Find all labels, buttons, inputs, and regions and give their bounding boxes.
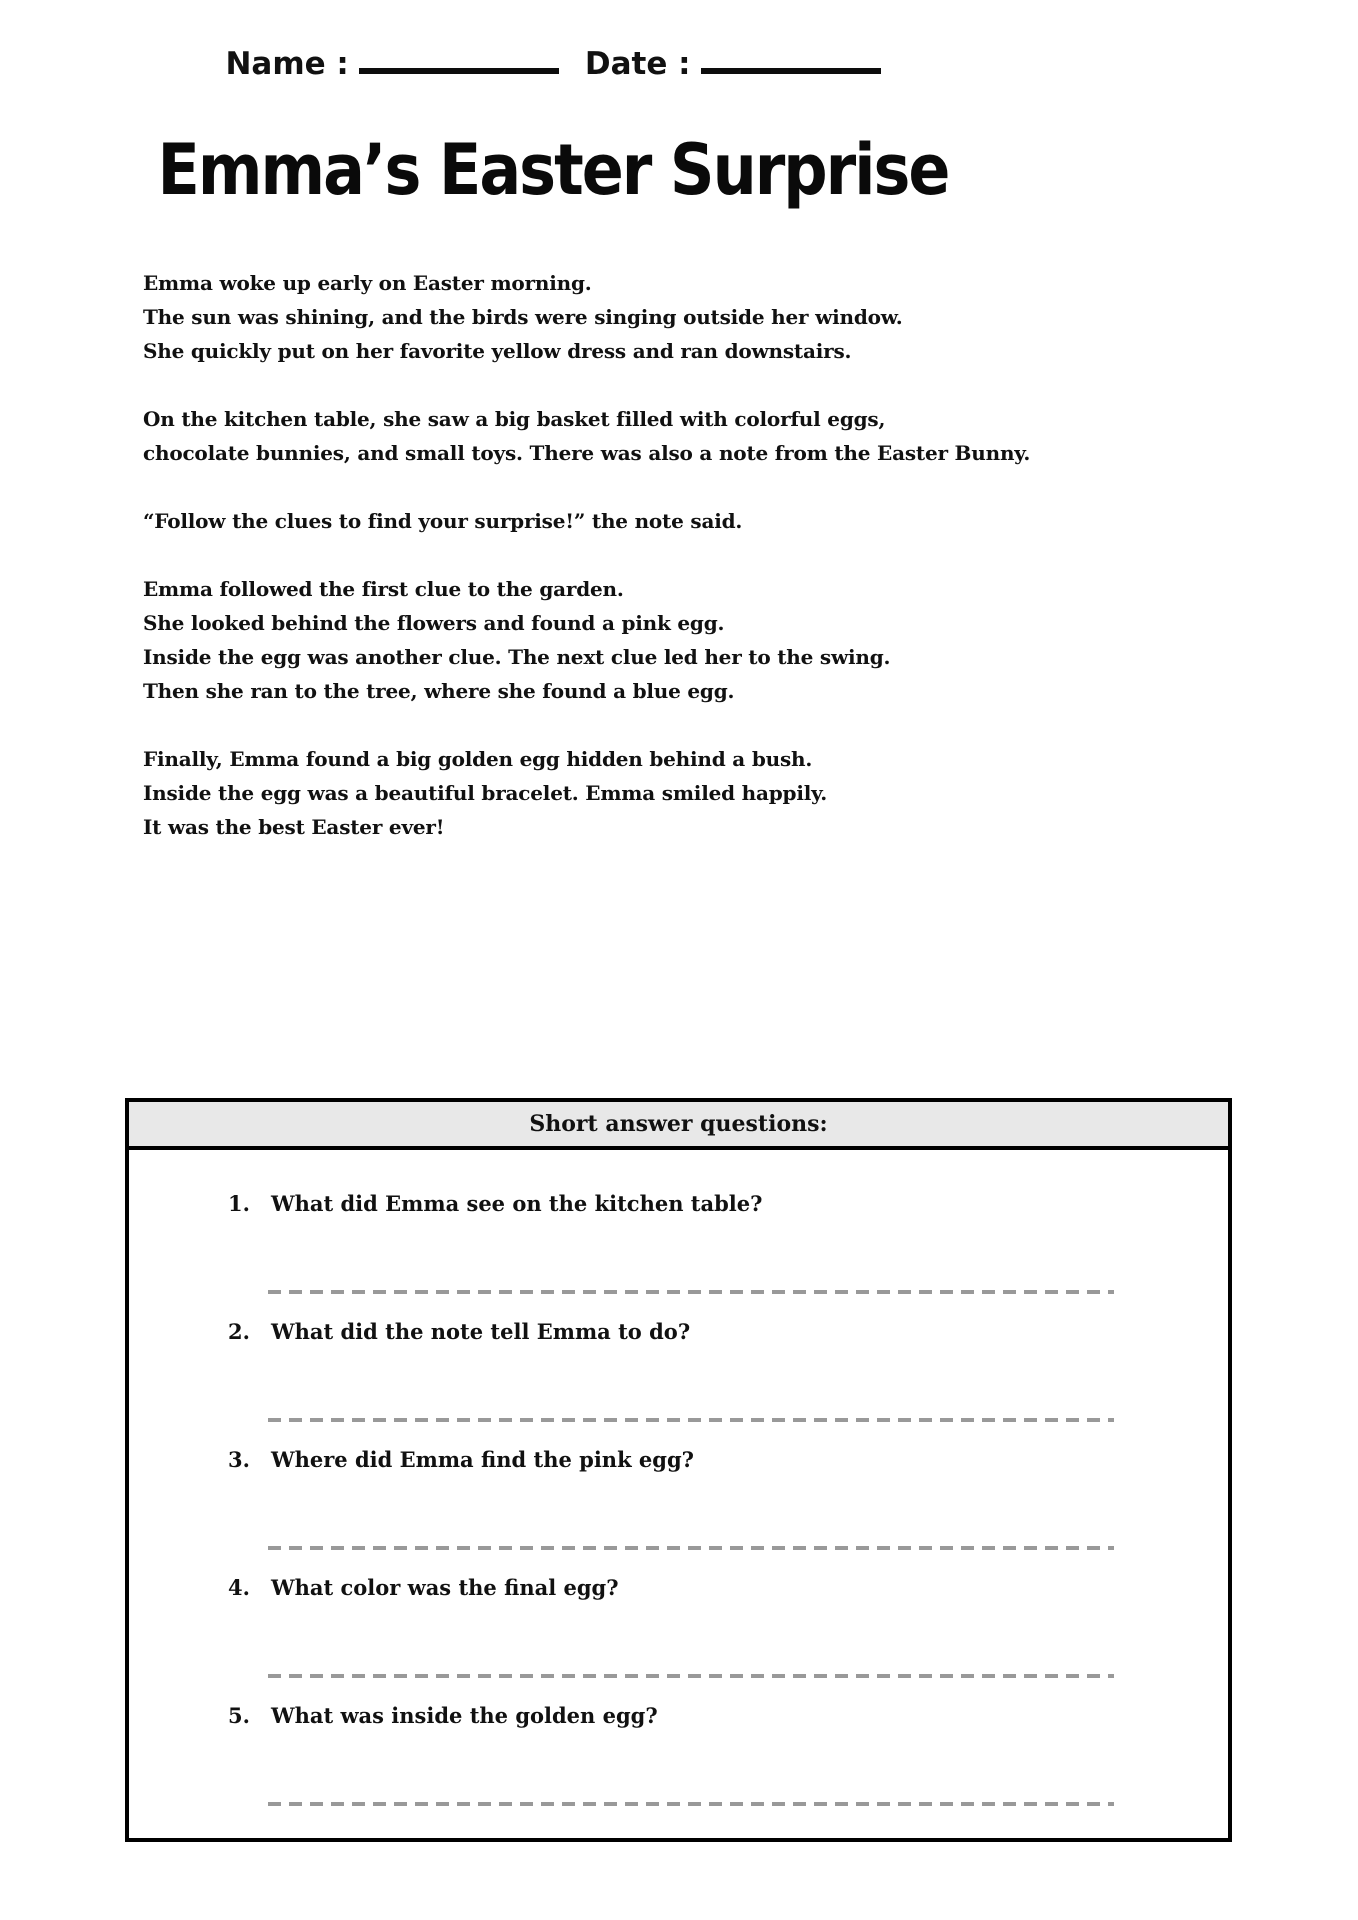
questions-box — [125, 1098, 1232, 1842]
passage-line: Inside the egg was another clue. The next clue led her to the swing. — [143, 645, 891, 669]
passage-line: Then she ran to the tree, where she found a blue egg. — [143, 679, 735, 703]
answer-line[interactable] — [268, 1802, 1114, 1806]
answer-line[interactable] — [268, 1418, 1114, 1422]
page-title: Emma’s Easter Surprise — [157, 127, 949, 212]
passage-paragraph — [143, 402, 1143, 470]
passage-line: She quickly put on her favorite yellow dress and ran downstairs. — [143, 339, 852, 363]
passage-line: Emma woke up early on Easter morning. — [143, 271, 592, 295]
question-number: 5. — [228, 1703, 250, 1728]
passage-paragraph — [143, 266, 1143, 368]
passage-line: On the kitchen table, she saw a big basket filled with colorful eggs, — [143, 407, 886, 431]
question-text: Where did Emma find the pink egg? — [271, 1447, 694, 1472]
questions-list — [129, 1150, 1228, 1830]
passage-line: Emma followed the first clue to the garden. — [143, 577, 624, 601]
question-number: 3. — [228, 1447, 250, 1472]
question-text: What did Emma see on the kitchen table? — [271, 1191, 763, 1216]
passage-line: The sun was shining, and the birds were singing outside her window. — [143, 305, 903, 329]
passage-paragraph — [143, 572, 1143, 708]
passage-line: “Follow the clues to find your surprise!” the note said. — [143, 509, 743, 533]
name-date-row — [143, 46, 963, 82]
question-text: What was inside the golden egg? — [271, 1703, 658, 1728]
name-blank-line[interactable] — [359, 46, 559, 74]
questions-box-header: Short answer questions: — [129, 1102, 1228, 1150]
passage-paragraph — [143, 742, 1143, 844]
answer-line[interactable] — [268, 1546, 1114, 1550]
question-item — [129, 1446, 1228, 1574]
question-number: 4. — [228, 1575, 250, 1600]
passage-line: It was the best Easter ever! — [143, 815, 445, 839]
passage-paragraph — [143, 504, 1143, 538]
question-number: 1. — [228, 1191, 250, 1216]
name-label: Name : — [225, 46, 349, 82]
date-blank-line[interactable] — [701, 46, 881, 74]
passage-line: Inside the egg was a beautiful bracelet. Emma smiled happily. — [143, 781, 828, 805]
question-item — [129, 1574, 1228, 1702]
answer-line[interactable] — [268, 1290, 1114, 1294]
question-item — [129, 1702, 1228, 1830]
answer-line[interactable] — [268, 1674, 1114, 1678]
date-label: Date : — [584, 46, 691, 82]
question-text: What did the note tell Emma to do? — [271, 1319, 691, 1344]
passage-line: Finally, Emma found a big golden egg hidden behind a bush. — [143, 747, 813, 771]
passage-line: chocolate bunnies, and small toys. There was also a note from the Easter Bunny. — [143, 441, 1031, 465]
passage — [143, 266, 1143, 878]
question-text: What color was the final egg? — [271, 1575, 619, 1600]
passage-line: She looked behind the flowers and found a pink egg. — [143, 611, 725, 635]
question-item — [129, 1190, 1228, 1318]
question-number: 2. — [228, 1319, 250, 1344]
question-item — [129, 1318, 1228, 1446]
